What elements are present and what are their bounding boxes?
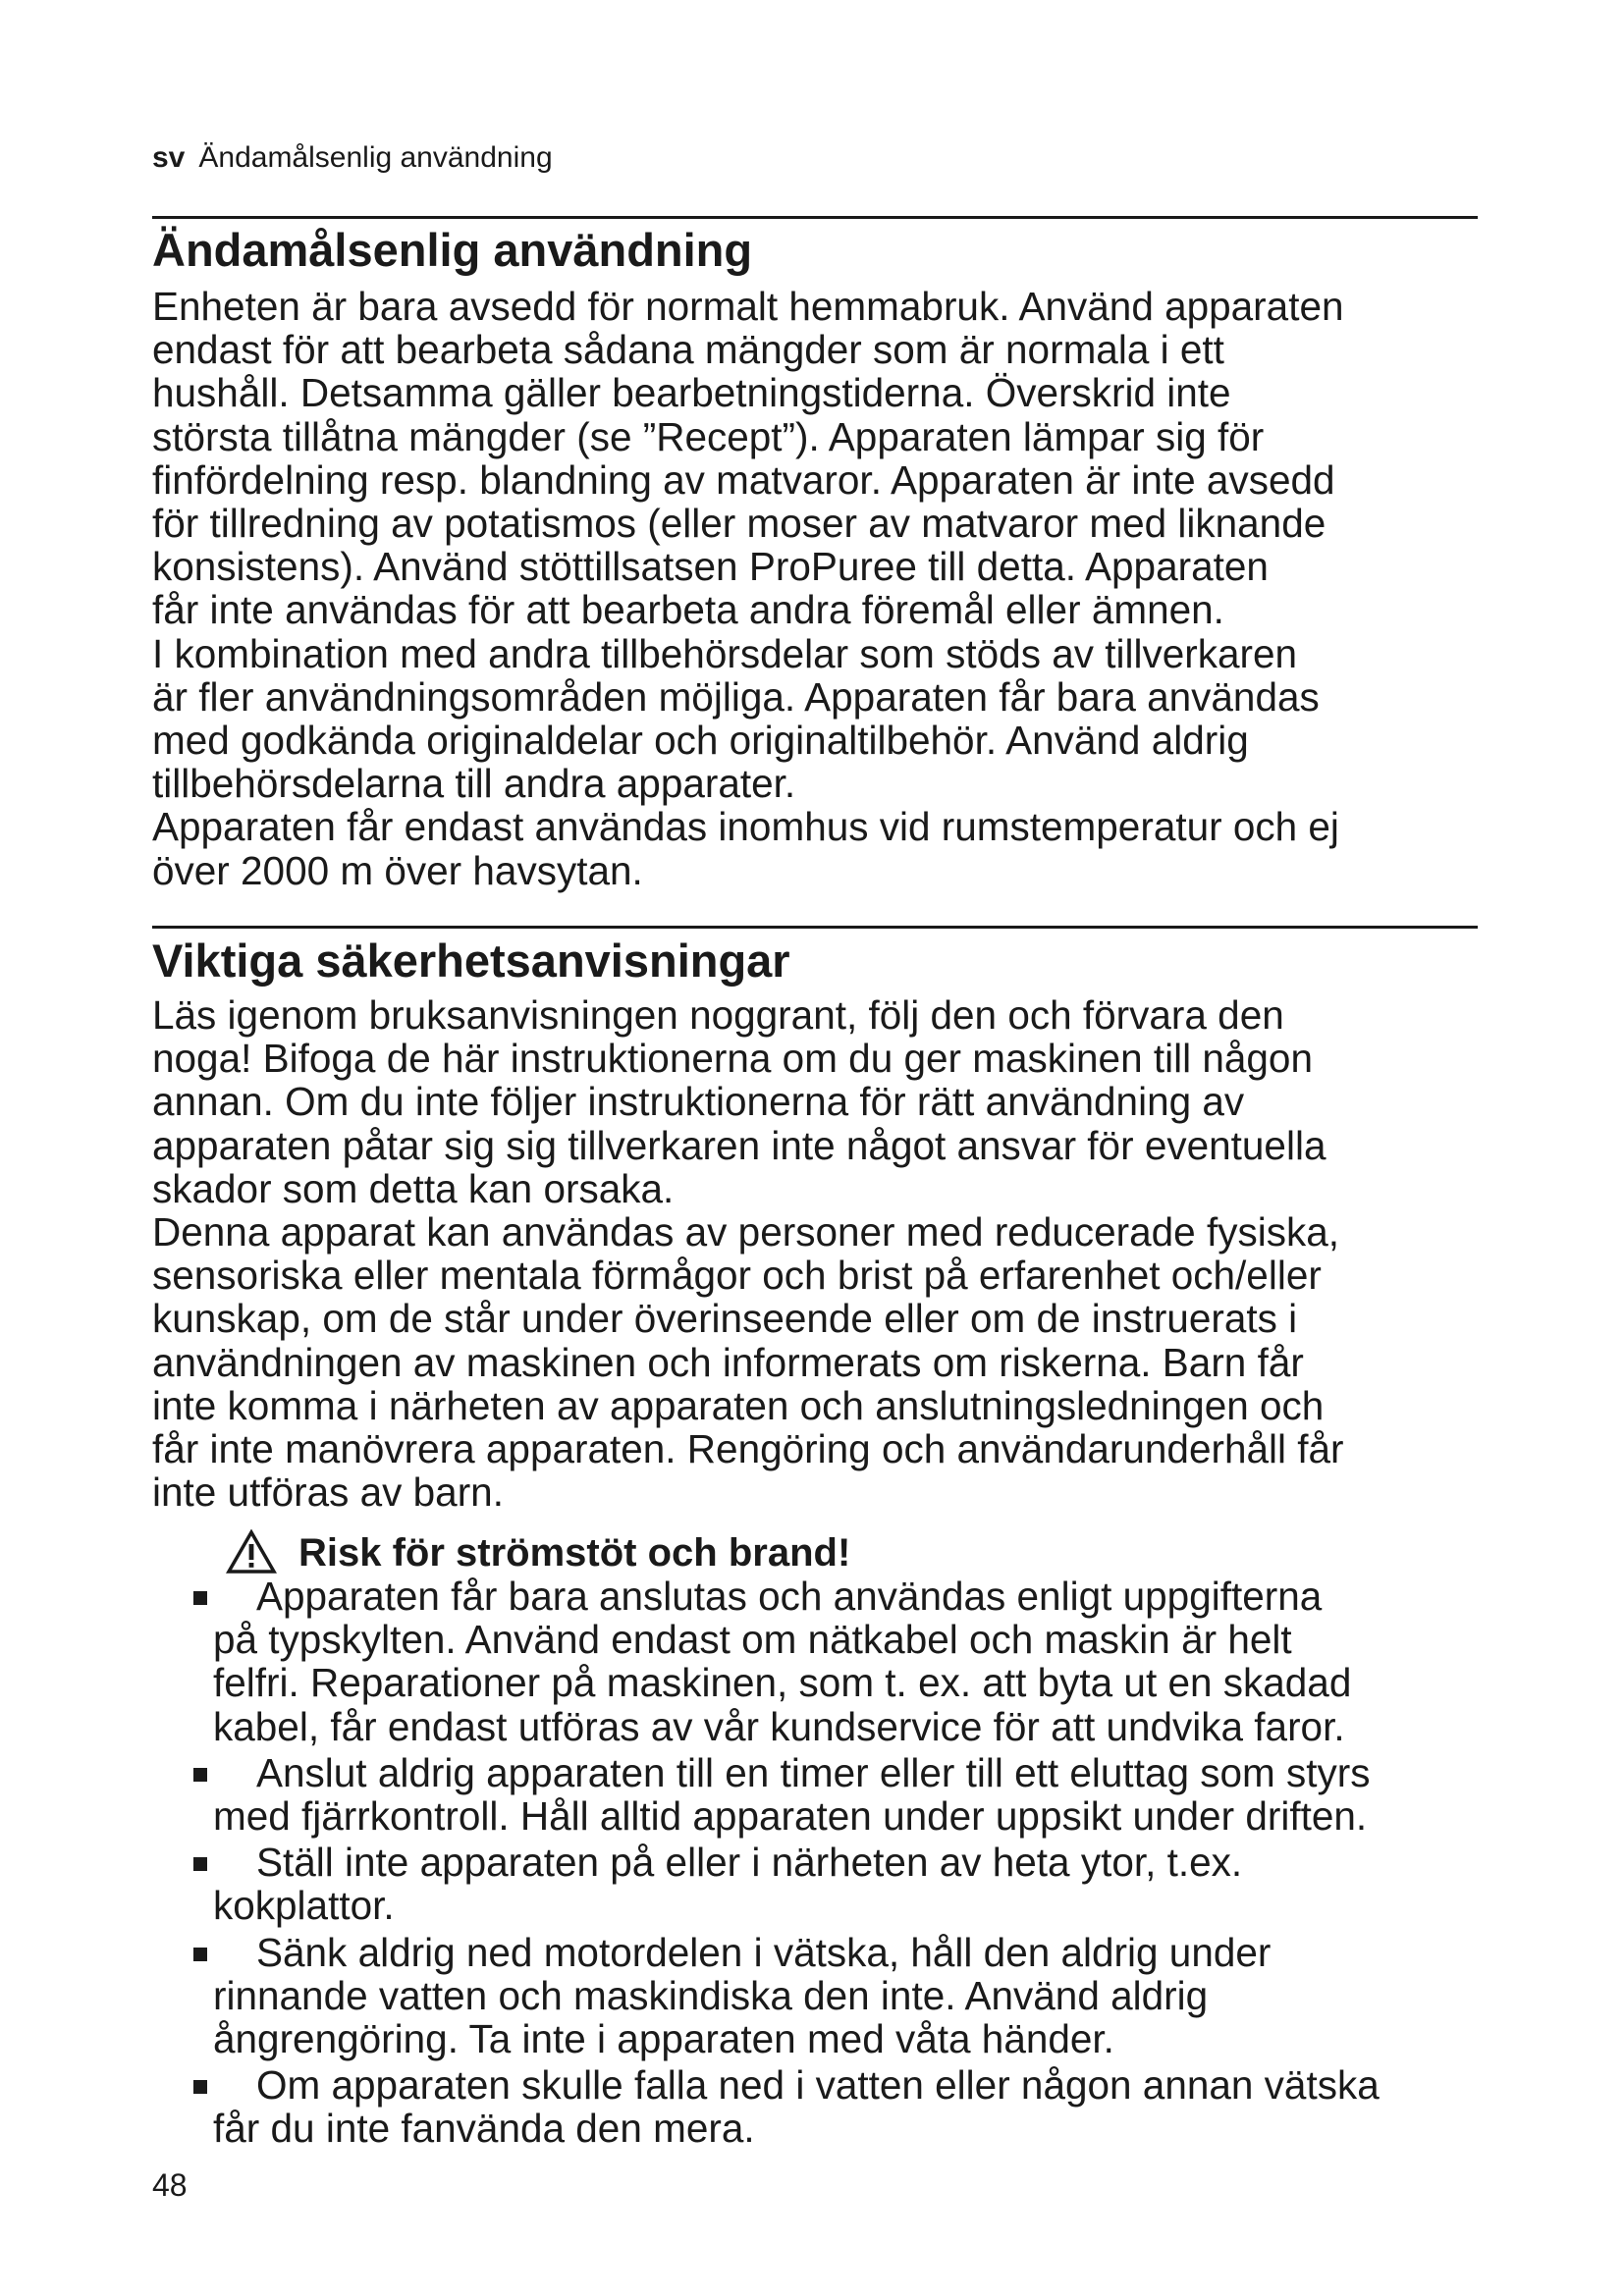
- bullet-square-icon: [193, 2080, 207, 2094]
- intended-use-paragraph: Enheten är bara avsedd för normalt hemmabruk. Använd apparaten endast för att bearbeta sådana mängder som är normala i ett hushåll. Detsamma gäller bearbetningstiderna. Överskrid inte största tillåtna mängder (se ”Recept”). Apparaten lämpar sig för finfördelning resp. blandning av matvaror. Apparaten är inte avsedd för tillredning av potatismos (eller moser av matvaror med liknande konsistens). Använd stöttillsatsen ProPuree till detta. Apparaten får inte användas för att bearbeta andra föremål eller ämnen. I kombination med andra tillbehörsdelar som stöds av tillverkaren är fler användningsområden möjliga. Apparaten får bara användas med godkända originaldelar och originaltilbehör. Använd aldrig tillbehörsdelarna till andra apparater. Apparaten får endast användas inomhus vid rumstemperatur och ej över 2000 m över havsytan.: [152, 284, 1344, 893]
- list-item-text: Ställ inte apparaten på eller i närheten av heta ytor, t.ex. kokplattor.: [213, 1840, 1243, 1929]
- list-item-text: Anslut aldrig apparaten till en timer eller till ett eluttag som styrs med fjärrkontroll. Håll alltid apparaten under uppsikt under driften.: [213, 1749, 1371, 1840]
- warning-heading: [226, 1529, 850, 1576]
- safety-bullet-list: [152, 1575, 1527, 2154]
- bullet-square-icon: [193, 1591, 207, 1605]
- page-number: 48: [152, 2167, 188, 2203]
- list-item: [152, 1751, 1527, 1838]
- list-item-text: Sänk aldrig ned motordelen i vätska, håll den aldrig under rinnande vatten och maskindiska den inte. Använd aldrig ångrengöring. Ta inte i apparaten med våta händer.: [213, 1929, 1272, 2062]
- list-item: [152, 1841, 1527, 1927]
- list-item-text: Apparaten får bara anslutas och användas enligt uppgifterna på typskylten. Använd endast om nätkabel och maskin är helt felfri. Reparationer på maskinen, som t. ex. att byta ut en skadad kabel, får endast utföras av vår kundservice för att undvika faror.: [213, 1574, 1352, 1749]
- list-item: [152, 1575, 1527, 1748]
- section-divider: [152, 216, 1478, 219]
- list-item-text: Om apparaten skulle falla ned i vatten eller någon annan vätska får du inte fanvända den mera.: [213, 2062, 1380, 2152]
- list-item: [152, 1931, 1527, 2061]
- bullet-square-icon: [193, 1948, 207, 1961]
- warning-triangle-icon: [226, 1529, 277, 1575]
- language-code: sv: [152, 141, 186, 174]
- list-item: [152, 2063, 1527, 2150]
- section-title-safety: Viktiga säkerhetsanvisningar: [152, 934, 790, 987]
- running-header: [152, 140, 553, 176]
- safety-paragraph: Läs igenom bruksanvisningen noggrant, följ den och förvara den noga! Bifoga de här instruktionerna om du ger maskinen till någon annan. Om du inte följer instruktionerna för rätt användning av apparaten påtar sig sig tillverkaren inte något ansvar för eventuella skador som detta kan orsaka. Denna apparat kan användas av personer med reducerade fysiska, sensoriska eller mentala förmågor och brist på erfarenhet och/eller kunskap, om de står under överinseende eller om de instruerats i användningen av maskinen och informerats om riskerna. Barn får inte komma i närheten av apparaten och anslutningsledningen och får inte manövrera apparaten. Rengöring och användarunderhåll får inte utföras av barn.: [152, 992, 1344, 1516]
- running-header-title: Ändamålsenlig användning: [198, 141, 553, 174]
- section-divider: [152, 926, 1478, 929]
- bullet-square-icon: [193, 1857, 207, 1871]
- warning-title: Risk för strömstöt och brand!: [298, 1531, 851, 1575]
- bullet-square-icon: [193, 1768, 207, 1782]
- section-title-intended-use: Ändamålsenlig användning: [152, 224, 753, 276]
